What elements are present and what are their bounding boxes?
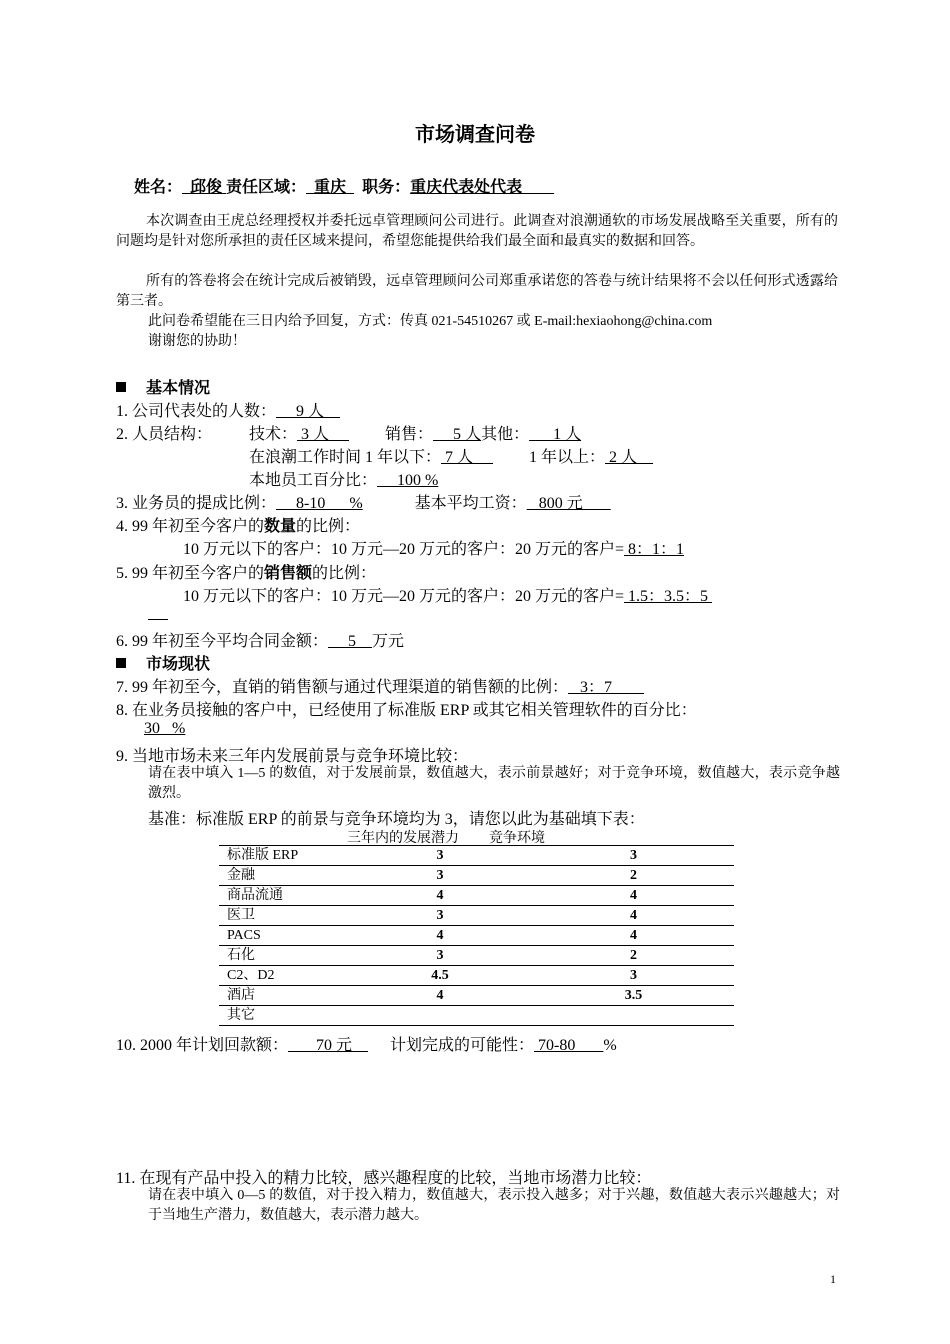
q2-other-answer: 1 人 <box>529 426 582 443</box>
job-title-label: 职务： <box>362 179 411 196</box>
table-row: 商品流通 4 4 <box>219 886 734 906</box>
q4-answer: 8：1：1 <box>624 541 685 558</box>
q9-baseline: 基准：标准版 ERP 的前景与竞争环境均为 3，请您以此为基础填下表： <box>148 811 645 828</box>
table-row: 酒店 4 3.5 <box>219 986 734 1006</box>
table-row: 金融 3 2 <box>219 866 734 886</box>
intro-paragraph-1: 本次调查由王虎总经理授权并委托远卓管理顾问公司进行。此调查对浪潮通软的市场发展战略至关重要，所有的问题均是针对您所承担的责任区域来提问，希望您能提供给我们最全面和最真实的数据和回答。 <box>116 214 838 249</box>
question-5: 5. 99 年初至今客户的销售额的比例： <box>116 565 377 582</box>
name-label: 姓名： <box>134 179 183 196</box>
q5-detail: 10 万元以下的客户：10 万元—20 万元的客户：20 万元的客户= 1.5：3.5：5 <box>183 588 713 605</box>
section-basic-info: 基本情况 <box>116 375 210 398</box>
q3-answer: 8-10 % <box>276 495 363 512</box>
question-3: 3. 业务员的提成比例： 8-10 % 基本平均工资： 800 元 <box>116 495 611 512</box>
question-10: 10. 2000 年计划回款额： 70 元 计划完成的可能性： 70-80 % <box>116 1037 617 1054</box>
table-row: C2、D2 4.5 3 <box>219 966 734 986</box>
q6-answer: 5 <box>328 633 373 650</box>
q9-col-potential: 三年内的发展潜力 <box>347 831 459 846</box>
q7-answer: 3：7 <box>568 679 645 696</box>
question-6: 6. 99 年初至今平均合同金额： 5 万元 <box>116 633 405 650</box>
q2-local-answer: 100 % <box>377 472 439 489</box>
intro-thanks: 谢谢您的协助！ <box>148 334 246 349</box>
q2-sales-answer: 5 人 <box>433 426 482 443</box>
table-row: 其它 <box>219 1006 734 1026</box>
table-row: 医卫 3 4 <box>219 906 734 926</box>
q8-answer-line <box>144 720 185 738</box>
square-bullet-icon <box>116 658 126 668</box>
intro-contact: 此问卷希望能在三日内给予回复，方式：传真 021-54510267 或 E-mail:hexiaohong@china.com <box>148 314 713 329</box>
q2-line-3: 本地员工百分比： 100 % <box>249 472 439 489</box>
table-row: 标准版 ERP 3 3 <box>219 846 734 866</box>
page-number: 1 <box>830 1272 836 1286</box>
q2-over1-answer: 2 人 <box>605 449 654 466</box>
question-4: 4. 99 年初至今客户的数量的比例： <box>116 518 361 535</box>
q9-table <box>219 845 734 1026</box>
q9-column-headers <box>347 827 545 847</box>
job-title-value: 重庆代表处代表 <box>410 179 555 196</box>
page-title: 市场调查问卷 <box>415 124 535 146</box>
question-2: 2. 人员结构： <box>116 426 213 443</box>
q2-tech-answer: 3 人 <box>297 426 350 443</box>
region-label: 责任区域： <box>226 179 307 196</box>
q5-answer-continuation <box>148 605 168 623</box>
q4-detail: 10 万元以下的客户：10 万元—20 万元的客户：20 万元的客户= 8：1：1 <box>183 541 685 558</box>
q8-answer: 30 % <box>144 720 186 737</box>
q5-answer: 1.5：3.5：5 <box>624 588 713 605</box>
q11-instruction: 请在表中填入 0—5 的数值，对于投入精力，数值越大，表示投入越多；对于兴趣，数值越大表示兴趣越大；对于当地生产潜力，数值越大，表示潜力越大。 <box>148 1188 840 1223</box>
question-11: 11. 在现有产品中投入的精力比较，感兴趣程度的比较，当地市场潜力比较： <box>116 1170 652 1187</box>
q10-answer: 70 元 <box>288 1037 369 1054</box>
table-row: PACS 4 4 <box>219 926 734 946</box>
question-8: 8. 在业务员接触的客户中，已经使用了标准版 ERP 或其它相关管理软件的百分比： <box>116 702 697 719</box>
q2-line-1: 技术： 3 人 销售： 5 人其他： 1 人 <box>249 426 582 443</box>
question-9: 9. 当地市场未来三年内发展前景与竞争环境比较： <box>116 748 469 765</box>
region-value: 重庆 <box>306 179 355 196</box>
section-market-status: 市场现状 <box>116 651 210 674</box>
q2-line-2: 在浪潮工作时间 1 年以下： 7 人 1 年以上： 2 人 <box>249 449 654 466</box>
q9-col-competition: 竞争环境 <box>489 831 545 846</box>
q3-salary-answer: 800 元 <box>526 495 611 512</box>
q2-under1-answer: 7 人 <box>441 449 494 466</box>
q10-probability-answer: 70-80 <box>534 1037 604 1054</box>
question-7: 7. 99 年初至今，直销的销售额与通过代理渠道的销售额的比例： 3：7 <box>116 679 645 696</box>
name-value: 邱俊 <box>182 179 227 196</box>
q1-answer: 9 人 <box>276 403 341 420</box>
intro-paragraph-2: 所有的答卷将会在统计完成后被销毁，远卓管理顾问公司郑重承诺您的答卷与统计结果将不会以任何形式透露给第三者。 <box>116 274 838 309</box>
table-row: 石化 3 2 <box>219 946 734 966</box>
square-bullet-icon <box>116 382 126 392</box>
question-1: 1. 公司代表处的人数： 9 人 <box>116 403 341 420</box>
respondent-header <box>134 174 554 197</box>
q9-instruction: 请在表中填入 1—5 的数值，对于发展前景，数值越大，表示前景越好；对于竞争环境，数值越大，表示竞争越激烈。 <box>148 766 840 801</box>
